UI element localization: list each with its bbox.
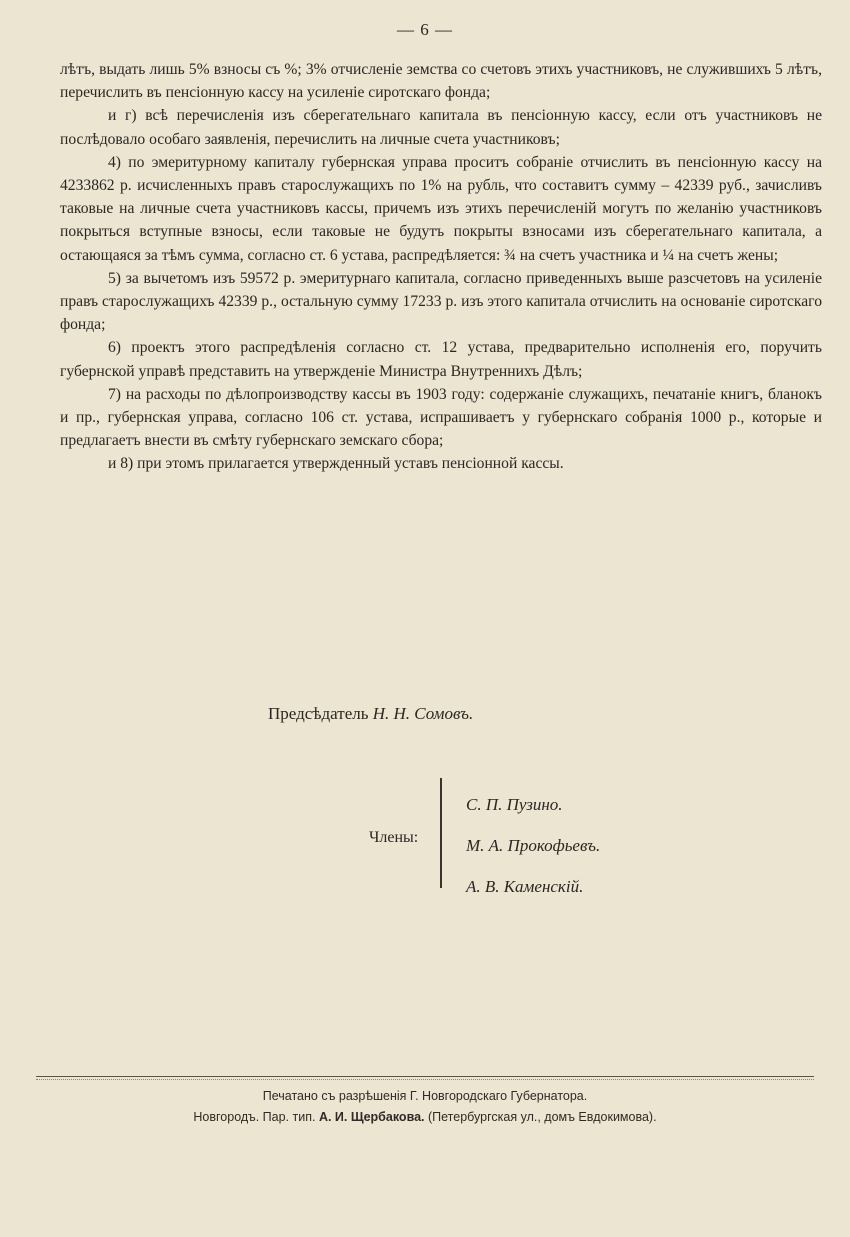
chairman-signature — [268, 704, 473, 724]
chairman-name: Н. Н. Сомовъ. — [372, 704, 474, 723]
printer-imprint — [0, 1086, 850, 1128]
paragraph-1: лѣтъ, выдать лишь 5% взносы съ %; 3% отчисленіе земства со счетовъ этихъ участниковъ, не служившихъ 5 лѣтъ, перечислить въ пенсіонную кассу на усиленіе сиротскаго фонда; — [60, 61, 822, 102]
imprint-suffix: (Петербургская ул., домъ Евдокимова). — [428, 1110, 657, 1124]
paragraph-4: 5) за вычетомъ изъ 59572 р. эмеритурнаго капитала, согласно приведенныхъ выше разсчетовъ на усиленіе правъ старослужащихъ 42339 р., остальную сумму 17233 р. изъ этого капитала отчислить на основаніе сиротскаго фонда; — [60, 269, 822, 334]
chairman-label: Предсѣдатель — [268, 704, 369, 723]
paragraph-5: 6) проектъ этого распредѣленія согласно ст. 12 устава, предварительно исполненія его, поручить губернской управѣ представить на утвержденіе Министра Внутреннихъ Дѣлъ; — [60, 339, 822, 380]
paragraph-7: и 8) при этомъ прилагается утвержденный уставъ пенсіонной кассы. — [108, 455, 564, 473]
page-number: — 6 — — [397, 20, 453, 39]
imprint-line-2 — [0, 1107, 850, 1128]
member-name: М. А. Прокофьевъ. — [466, 836, 601, 855]
printer-name: А. И. Щербакова. — [318, 1110, 425, 1124]
paragraph-2: и г) всѣ перечисленія изъ сберегательнаго капитала въ пенсіонную кассу, если отъ участниковъ не послѣдовало особаго заявленія, перечислить на личные счета участниковъ; — [60, 107, 822, 148]
member-name: С. П. Пузино. — [466, 795, 563, 814]
imprint-prefix: Новгородъ. Пар. тип. — [193, 1110, 316, 1124]
body-text — [60, 58, 822, 476]
paragraph-3: 4) по эмеритурному капиталу губернская управа проситъ собраніе отчислить въ пенсіонную кассу на 4233862 р. исчисленныхъ правъ старослужащихъ по 1% на рубль, что составитъ сумму – 42339 руб., зачисливъ таковые на личные счета участниковъ кассы, причемъ изъ этихъ перечисленій могутъ по желанію участниковъ покрыться вступные взносы, если таковые не будутъ покрыты взносами изъ сберегательнаго капитала, а остающаяся за тѣмъ сумма, согласно ст. 6 устава, распредѣляется: ¾ на счетъ участника и ¼ на счетъ жены; — [60, 153, 822, 264]
footer-divider — [36, 1076, 814, 1080]
imprint-line-1: Печатано съ разрѣшенія Г. Новгородскаго Губернатора. — [262, 1089, 588, 1103]
members-label: Члены: — [369, 829, 419, 846]
member-name: А. В. Каменскій. — [466, 877, 584, 896]
paragraph-6: 7) на расходы по дѣлопроизводству кассы въ 1903 году: содержаніе служащихъ, печатаніе книгъ, бланокъ и пр., губернская управа, согласно 106 ст. устава, испрашиваетъ у губернскаго собранія 1000 р., которые и предлагаетъ внести въ смѣту губернскаго земскаго сбора; — [60, 385, 822, 450]
members-list — [466, 784, 600, 907]
members-bracket — [440, 778, 442, 888]
